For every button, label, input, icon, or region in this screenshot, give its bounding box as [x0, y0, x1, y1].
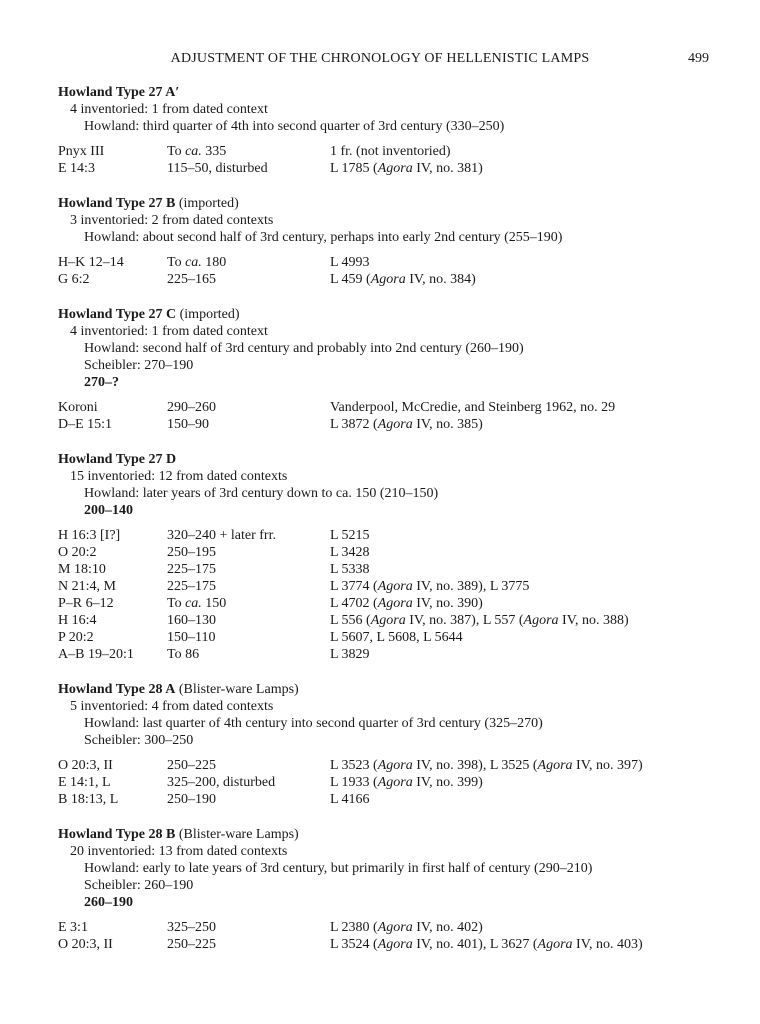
table-row [58, 561, 718, 578]
inventory-cell: L 2380 (Agora IV, no. 402) [330, 920, 483, 935]
inventory-cell: L 1785 (Agora IV, no. 381) [330, 161, 483, 176]
type-heading [58, 826, 718, 843]
deposit-cell: E 14:1, L [58, 775, 111, 790]
type-section [58, 681, 718, 808]
running-title: ADJUSTMENT OF THE CHRONOLOGY OF HELLENISTIC LAMPS [170, 51, 590, 66]
table-row [58, 578, 718, 595]
deposit-cell: P–R 6–12 [58, 596, 114, 611]
type-section [58, 451, 718, 663]
date-cell: 250–225 [167, 758, 216, 773]
type-qualifier: (imported) [175, 196, 239, 211]
table-row [58, 271, 718, 288]
type-name: Howland Type 27 B [58, 196, 176, 211]
table-row [58, 919, 718, 936]
date-cell: To 86 [167, 647, 200, 662]
date-cell: 150–90 [167, 417, 209, 432]
page-number: 499 [688, 51, 709, 66]
deposit-cell: A–B 19–20:1 [58, 647, 134, 662]
deposit-cell: G 6:2 [58, 272, 90, 287]
table-row [58, 936, 718, 953]
context-table [58, 757, 718, 808]
deposit-cell: H 16:3 [I?] [58, 528, 121, 543]
type-name: Howland Type 27 D [58, 452, 177, 467]
deposit-cell: O 20:2 [58, 545, 97, 560]
table-row [58, 791, 718, 808]
deposit-cell: H 16:4 [58, 613, 97, 628]
context-table [58, 143, 718, 177]
deposit-cell: E 3:1 [58, 920, 88, 935]
inventory-cell: L 5607, L 5608, L 5644 [330, 630, 463, 645]
inventory-cell: 1 fr. (not inventoried) [330, 144, 451, 159]
date-cell: 160–130 [167, 613, 216, 628]
deposit-cell: O 20:3, II [58, 937, 113, 952]
inventory-cell: L 5215 [330, 528, 370, 543]
adjusted-range: 270–? [84, 375, 119, 390]
inventory-cell: L 3829 [330, 647, 370, 662]
table-row [58, 416, 718, 433]
date-cell: 320–240 + later frr. [167, 528, 276, 543]
inventory-cell: L 4993 [330, 255, 370, 270]
date-cell: To ca. 150 [167, 596, 227, 611]
table-row [58, 757, 718, 774]
date-cell: 225–175 [167, 579, 216, 594]
deposit-cell: P 20:2 [58, 630, 94, 645]
date-cell: 325–250 [167, 920, 216, 935]
date-cell: 225–165 [167, 272, 216, 287]
date-cell: 225–175 [167, 562, 216, 577]
adjusted-range: 260–190 [84, 895, 133, 910]
inventory-note: 15 inventoried: 12 from dated contexts [70, 469, 288, 484]
table-row [58, 595, 718, 612]
table-row [58, 544, 718, 561]
inventory-cell: L 3428 [330, 545, 370, 560]
deposit-cell: H–K 12–14 [58, 255, 124, 270]
inventory-note: 4 inventoried: 1 from dated context [70, 324, 268, 339]
type-name: Howland Type 27 C [58, 307, 177, 322]
inventory-cell: L 1933 (Agora IV, no. 399) [330, 775, 483, 790]
date-cell: 250–195 [167, 545, 216, 560]
deposit-cell: E 14:3 [58, 161, 95, 176]
table-row [58, 612, 718, 629]
table-row [58, 527, 718, 544]
scheibler-date: Scheibler: 270–190 [84, 358, 194, 373]
inventory-note: 4 inventoried: 1 from dated context [70, 102, 268, 117]
running-head [0, 50, 760, 68]
table-row [58, 160, 718, 177]
type-heading [58, 451, 718, 468]
date-cell: 250–190 [167, 792, 216, 807]
context-table [58, 399, 718, 433]
inventory-cell: L 5338 [330, 562, 370, 577]
howland-date: Howland: early to late years of 3rd century, but primarily in first half of century (290–210) [84, 861, 593, 876]
deposit-cell: O 20:3, II [58, 758, 113, 773]
type-heading [58, 306, 718, 323]
inventory-cell: L 3774 (Agora IV, no. 389), L 3775 [330, 579, 530, 594]
deposit-cell: M 18:10 [58, 562, 106, 577]
inventory-note: 5 inventoried: 4 from dated contexts [70, 699, 274, 714]
date-cell: 250–225 [167, 937, 216, 952]
deposit-cell: Pnyx III [58, 144, 105, 159]
scheibler-date: Scheibler: 300–250 [84, 733, 194, 748]
howland-date: Howland: last quarter of 4th century into second quarter of 3rd century (325–270) [84, 716, 543, 731]
table-row [58, 143, 718, 160]
context-table [58, 527, 718, 663]
table-row [58, 646, 718, 663]
type-heading [58, 195, 718, 212]
type-section [58, 195, 718, 288]
type-section [58, 306, 718, 433]
howland-date: Howland: about second half of 3rd century, perhaps into early 2nd century (255–190) [84, 230, 563, 245]
type-section [58, 84, 718, 177]
scheibler-date: Scheibler: 260–190 [84, 878, 194, 893]
context-table [58, 919, 718, 953]
date-cell: To ca. 335 [167, 144, 227, 159]
type-qualifier: (Blister-ware Lamps) [175, 682, 299, 697]
type-name: Howland Type 28 B [58, 827, 176, 842]
deposit-cell: Koroni [58, 400, 98, 415]
inventory-cell: L 4166 [330, 792, 370, 807]
type-section [58, 826, 718, 953]
context-table [58, 254, 718, 288]
inventory-note: 3 inventoried: 2 from dated contexts [70, 213, 274, 228]
table-row [58, 629, 718, 646]
table-row [58, 774, 718, 791]
howland-date: Howland: third quarter of 4th into second quarter of 3rd century (330–250) [84, 119, 505, 134]
date-cell: 290–260 [167, 400, 216, 415]
inventory-cell: L 3524 (Agora IV, no. 401), L 3627 (Agora IV, no. 403) [330, 937, 643, 952]
table-row [58, 399, 718, 416]
inventory-cell: L 4702 (Agora IV, no. 390) [330, 596, 483, 611]
inventory-cell: L 3523 (Agora IV, no. 398), L 3525 (Agora IV, no. 397) [330, 758, 643, 773]
type-heading [58, 681, 718, 698]
howland-date: Howland: second half of 3rd century and probably into 2nd century (260–190) [84, 341, 524, 356]
type-name: Howland Type 28 A [58, 682, 176, 697]
content [58, 84, 718, 971]
inventory-cell: Vanderpool, McCredie, and Steinberg 1962, no. 29 [330, 400, 616, 415]
howland-date: Howland: later years of 3rd century down to ca. 150 (210–150) [84, 486, 439, 501]
table-row [58, 254, 718, 271]
date-cell: 150–110 [167, 630, 216, 645]
date-cell: 325–200, disturbed [167, 775, 276, 790]
adjusted-range: 200–140 [84, 503, 133, 518]
inventory-cell: L 459 (Agora IV, no. 384) [330, 272, 476, 287]
date-cell: 115–50, disturbed [167, 161, 268, 176]
deposit-cell: N 21:4, M [58, 579, 116, 594]
type-name: Howland Type 27 A′ [58, 85, 180, 100]
type-qualifier: (Blister-ware Lamps) [175, 827, 299, 842]
inventory-cell: L 3872 (Agora IV, no. 385) [330, 417, 483, 432]
type-heading [58, 84, 718, 101]
deposit-cell: D–E 15:1 [58, 417, 113, 432]
inventory-cell: L 556 (Agora IV, no. 387), L 557 (Agora IV, no. 388) [330, 613, 629, 628]
deposit-cell: B 18:13, L [58, 792, 119, 807]
date-cell: To ca. 180 [167, 255, 227, 270]
inventory-note: 20 inventoried: 13 from dated contexts [70, 844, 288, 859]
type-qualifier: (imported) [176, 307, 240, 322]
